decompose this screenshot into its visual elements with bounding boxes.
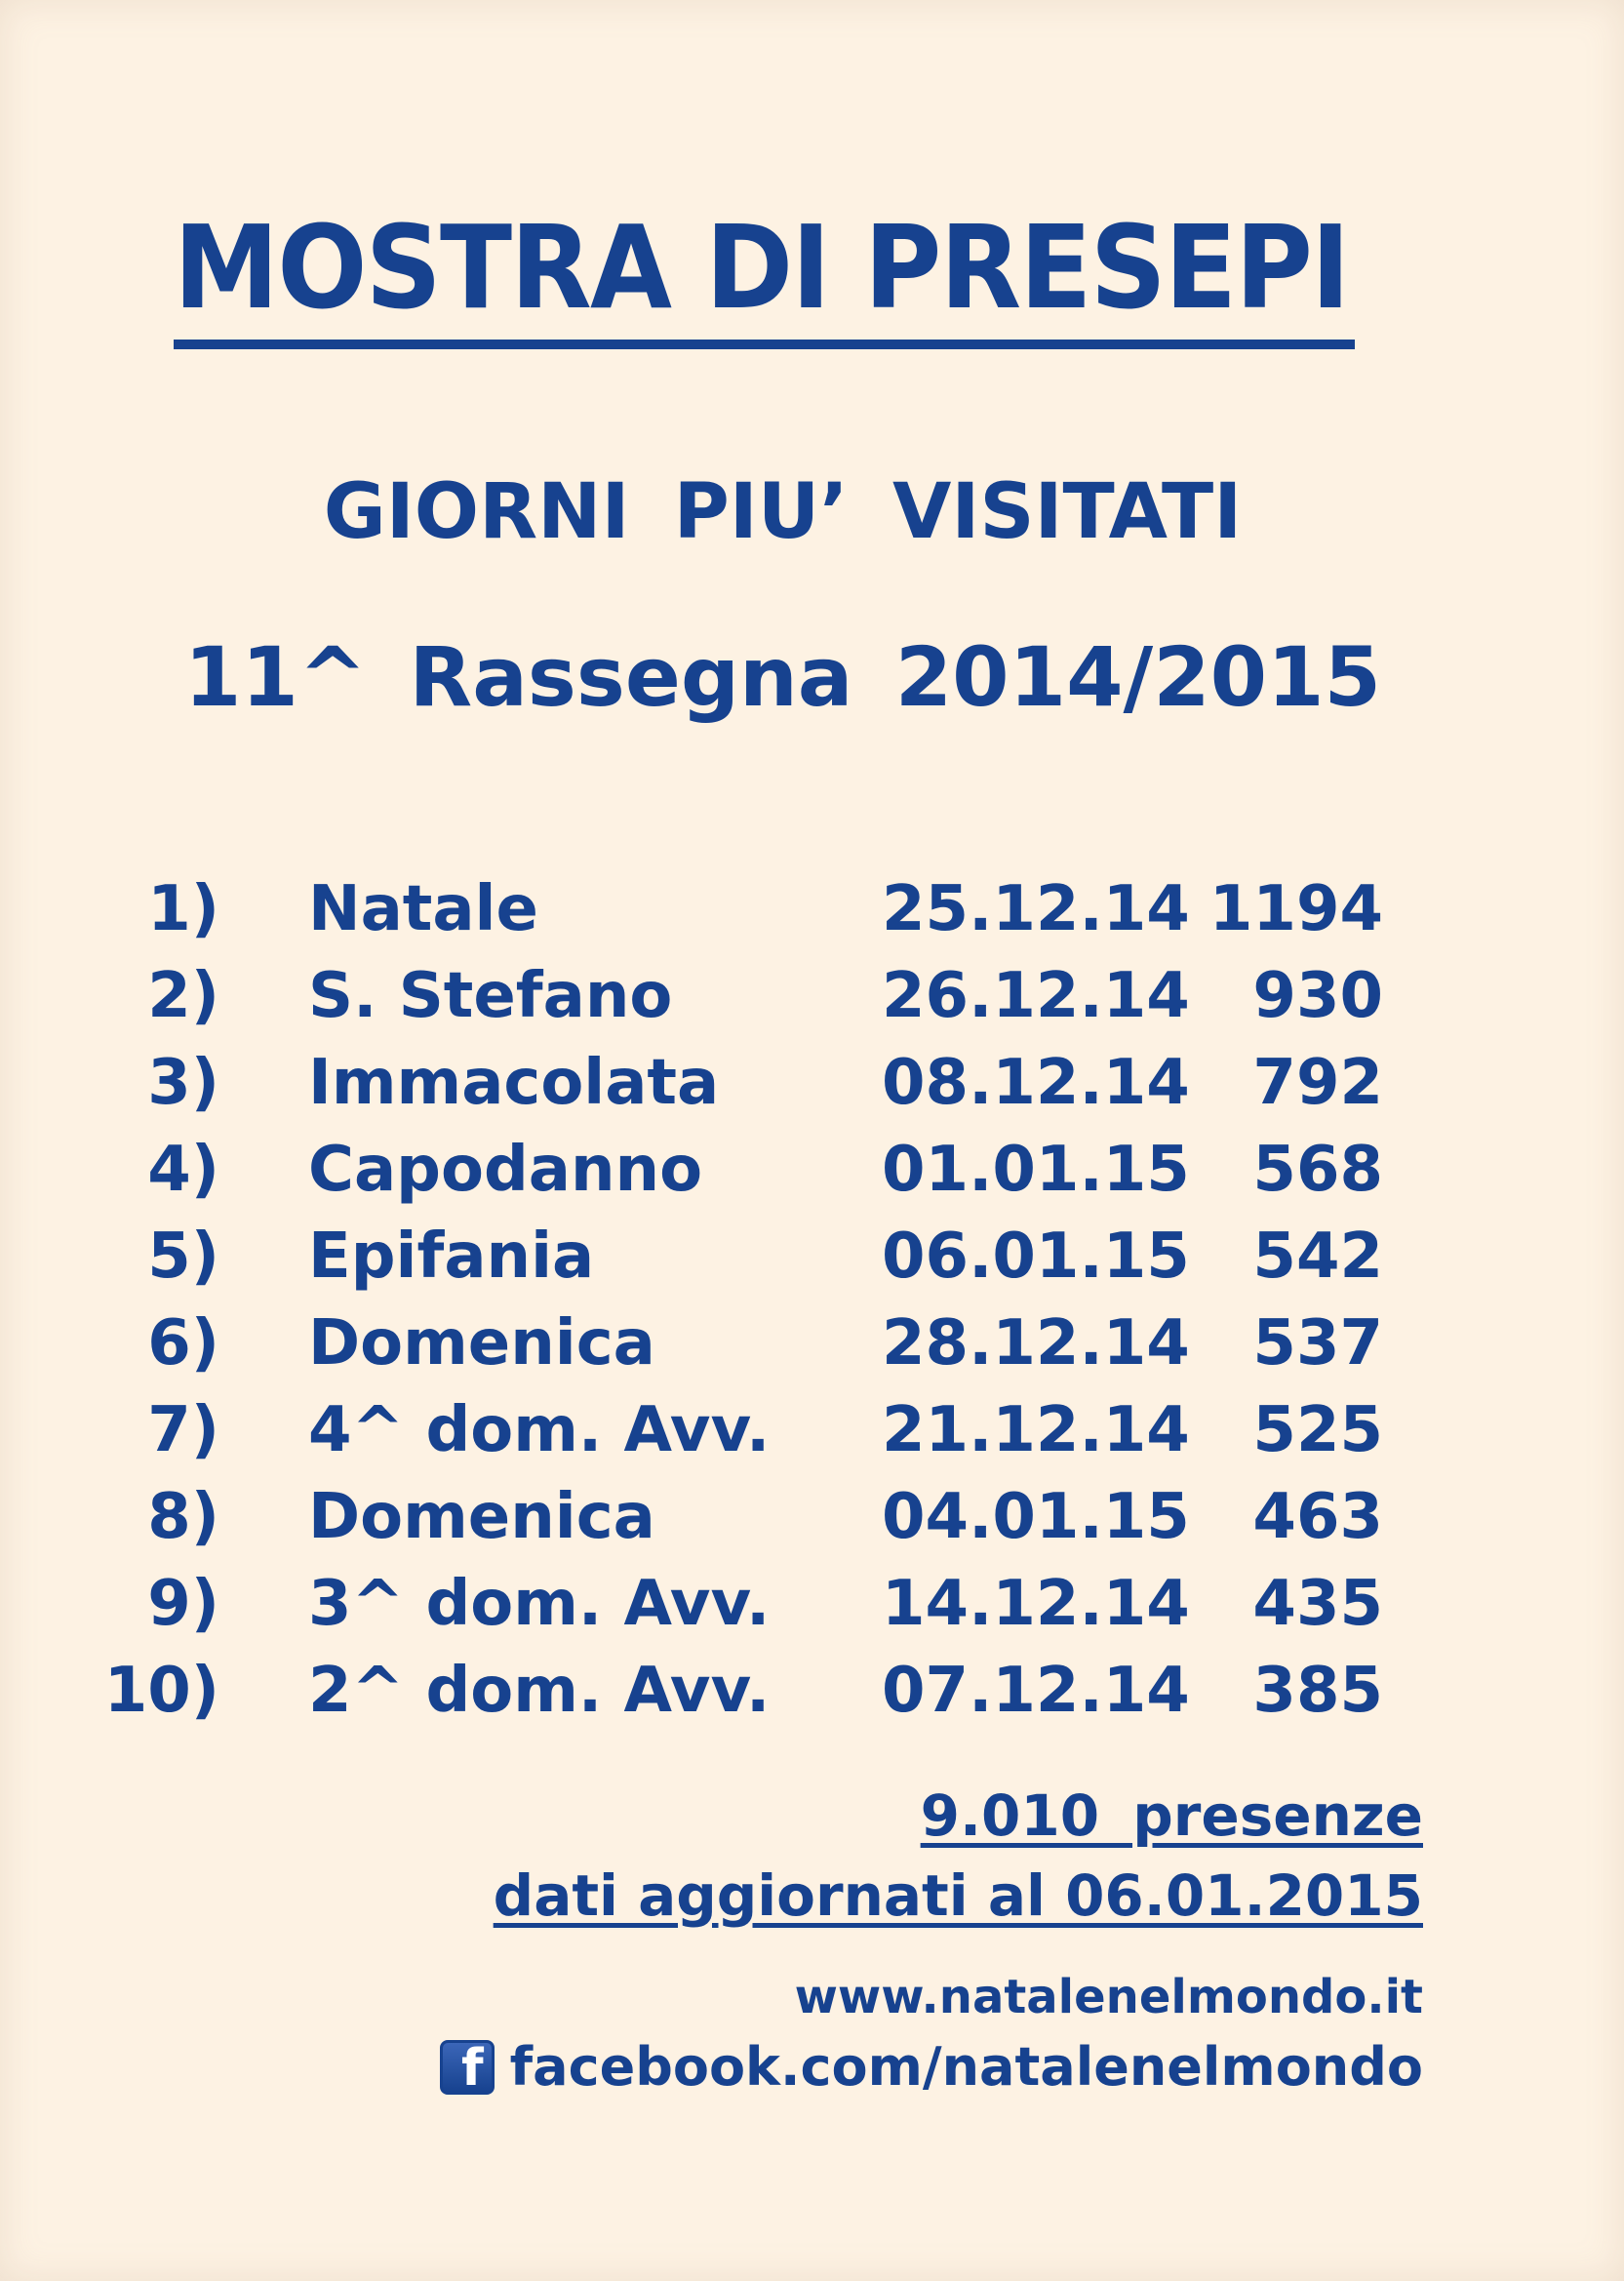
rank-date: 26.12.14 bbox=[882, 960, 1190, 1032]
ranking-row bbox=[0, 1474, 1624, 1561]
rank-date: 08.12.14 bbox=[882, 1047, 1190, 1119]
total-presences: 9.010 presenze bbox=[920, 1782, 1423, 1849]
rank-day-name: S. Stefano bbox=[308, 960, 673, 1032]
title-underline bbox=[174, 340, 1355, 349]
edition-label: 11^ Rassegna 2014/2015 bbox=[184, 629, 1381, 725]
ranking-row bbox=[0, 1387, 1624, 1474]
rank-visitor-count: 1194 bbox=[1208, 873, 1383, 945]
rank-visitor-count: 568 bbox=[1252, 1134, 1383, 1206]
ranking-row bbox=[0, 1561, 1624, 1648]
rank-visitor-count: 537 bbox=[1252, 1307, 1383, 1380]
rank-day-name: Domenica bbox=[308, 1481, 655, 1553]
rank-number: 3) bbox=[147, 1047, 219, 1119]
ranking-row bbox=[0, 1648, 1624, 1735]
rank-date: 07.12.14 bbox=[882, 1655, 1190, 1727]
rank-day-name: Natale bbox=[308, 873, 538, 945]
rank-visitor-count: 435 bbox=[1252, 1568, 1383, 1640]
rank-visitor-count: 792 bbox=[1252, 1047, 1383, 1119]
rank-date: 14.12.14 bbox=[882, 1568, 1190, 1640]
facebook-icon bbox=[440, 2040, 495, 2095]
ranking-row bbox=[0, 953, 1624, 1040]
page-title: MOSTRA DI PRESEPI bbox=[174, 200, 1349, 335]
rank-number: 2) bbox=[147, 960, 219, 1032]
rank-day-name: Capodanno bbox=[308, 1134, 703, 1206]
rank-number: 1) bbox=[147, 873, 219, 945]
rank-number: 10) bbox=[103, 1655, 219, 1727]
rank-visitor-count: 385 bbox=[1252, 1655, 1383, 1727]
rank-number: 4) bbox=[147, 1134, 219, 1206]
facebook-url: facebook.com/natalenelmondo bbox=[509, 2036, 1423, 2098]
updated-note: dati aggiornati al 06.01.2015 bbox=[493, 1862, 1423, 1929]
rank-day-name: 3^ dom. Avv. bbox=[308, 1568, 771, 1640]
rank-visitor-count: 542 bbox=[1252, 1221, 1383, 1293]
rank-visitor-count: 525 bbox=[1252, 1394, 1383, 1466]
ranking-list bbox=[0, 866, 1624, 1735]
ranking-row bbox=[0, 866, 1624, 953]
website-link[interactable]: www.natalenelmondo.it bbox=[794, 1970, 1423, 2024]
subtitle: GIORNI PIU’ VISITATI bbox=[323, 468, 1243, 556]
rank-number: 6) bbox=[147, 1307, 219, 1380]
facebook-icon-letter: f bbox=[461, 2040, 484, 2095]
facebook-link[interactable] bbox=[440, 2036, 1423, 2098]
rank-day-name: Epifania bbox=[308, 1221, 595, 1293]
rank-number: 9) bbox=[147, 1568, 219, 1640]
rank-number: 7) bbox=[147, 1394, 219, 1466]
rank-day-name: 4^ dom. Avv. bbox=[308, 1394, 771, 1466]
rank-date: 28.12.14 bbox=[882, 1307, 1190, 1380]
rank-date: 21.12.14 bbox=[882, 1394, 1190, 1466]
rank-visitor-count: 463 bbox=[1252, 1481, 1383, 1553]
rank-date: 06.01.15 bbox=[882, 1221, 1190, 1293]
rank-number: 8) bbox=[147, 1481, 219, 1553]
rank-date: 01.01.15 bbox=[882, 1134, 1190, 1206]
rank-day-name: 2^ dom. Avv. bbox=[308, 1655, 771, 1727]
rank-day-name: Domenica bbox=[308, 1307, 655, 1380]
ranking-row bbox=[0, 1040, 1624, 1127]
rank-day-name: Immacolata bbox=[308, 1047, 720, 1119]
ranking-row bbox=[0, 1127, 1624, 1214]
ranking-row bbox=[0, 1301, 1624, 1387]
rank-number: 5) bbox=[147, 1221, 219, 1293]
rank-visitor-count: 930 bbox=[1252, 960, 1383, 1032]
rank-date: 04.01.15 bbox=[882, 1481, 1190, 1553]
ranking-row bbox=[0, 1214, 1624, 1301]
rank-date: 25.12.14 bbox=[882, 873, 1190, 945]
